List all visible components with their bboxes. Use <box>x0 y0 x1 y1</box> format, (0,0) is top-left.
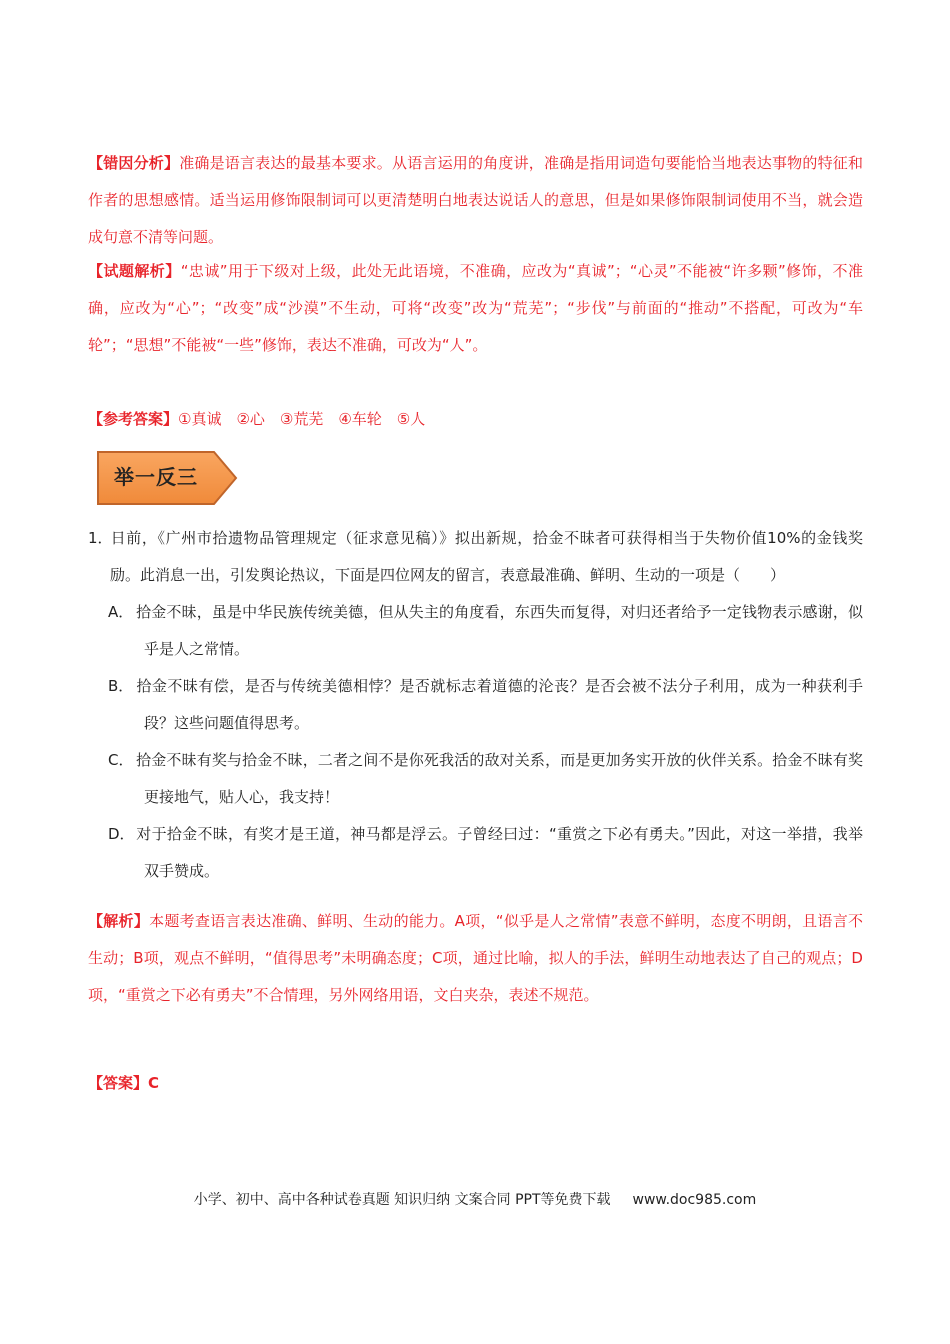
footer-url: www.doc985.com <box>632 1192 757 1208</box>
question-explanation-tag: 【试题解析】 <box>88 262 181 280</box>
reference-answer-text: ①真诚 ②心 ③荒芜 ④车轮 ⑤人 <box>178 410 426 428</box>
option-letter: D． <box>108 825 135 843</box>
option-b <box>108 668 863 742</box>
option-letter: C． <box>108 751 134 769</box>
option-letter: A． <box>108 603 134 621</box>
reference-answer-paragraph <box>88 401 863 438</box>
question-stem-text: 日前，《广州市拾遗物品管理规定（征求意见稿）》拟出新规，拾金不昧者可获得相当于失物价值10%的金钱奖励。此消息一出，引发舆论热议，下面是四位网友的留言，表意最准确、鲜明、生动的一项是（ ） <box>110 529 863 584</box>
page-footer <box>0 1188 950 1212</box>
error-analysis-text: 准确是语言表达的最基本要求。从语言运用的角度讲，准确是指用词造句要能恰当地表达事物的特征和作者的思想感情。适当运用修饰限制词可以更清楚明白地表达说话人的意思，但是如果修饰限制词使用不当，就会造成句意不清等问题。 <box>88 154 863 246</box>
question-number: 1． <box>88 529 113 547</box>
option-text: 对于拾金不昧，有奖才是王道，神马都是浮云。子曾经曰过：“重赏之下必有勇夫。”因此，对这一举措，我举双手赞成。 <box>136 825 863 880</box>
option-text: 拾金不昧有偿，是否与传统美德相悖？是否就标志着道德的沦丧？是否会被不法分子利用，成为一种获利手段？这些问题值得思考。 <box>136 677 863 732</box>
question-explanation-text: “忠诚”用于下级对上级，此处无此语境，不准确，应改为“真诚”；“心灵”不能被“许多颗”修饰，不准确，应改为“心”；“改变”成“沙漠”不生动，可将“改变”改为“荒芜”；“步伐”与前面的“推动”不搭配，可改为“车轮”；“思想”不能被“一些”修饰，表达不准确，可改为“人”。 <box>88 262 863 354</box>
reference-answer-tag: 【参考答案】 <box>88 410 179 428</box>
error-analysis-tag: 【错因分析】 <box>88 154 180 172</box>
option-letter: B． <box>108 677 134 695</box>
option-text: 拾金不昧，虽是中华民族传统美德，但从失主的角度看，东西失而复得，对归还者给予一定钱物表示感谢，似乎是人之常情。 <box>136 603 863 658</box>
footer-text: 小学、初中、高中各种试卷真题 知识归纳 文案合同 PPT等免费下载 <box>193 1192 611 1208</box>
solution-paragraph <box>88 903 863 1014</box>
solution-tag: 【解析】 <box>88 912 150 930</box>
answer-paragraph <box>88 1065 863 1102</box>
section-badge-label: 举一反三 <box>114 465 198 489</box>
option-c <box>108 742 863 816</box>
question-explanation-paragraph <box>88 253 863 364</box>
option-d <box>108 816 863 890</box>
option-list <box>88 594 863 890</box>
answer-text: C <box>148 1074 160 1092</box>
solution-text: 本题考查语言表达准确、鲜明、生动的能力。A项，“似乎是人之常情”表意不鲜明，态度不明朗，且语言不生动；B项，观点不鲜明，“值得思考”未明确态度；C项，通过比喻，拟人的手法，鲜明生动地表达了自己的观点；D项，“重赏之下必有勇夫”不合情理，另外网络用语，文白夹杂，表述不规范。 <box>88 912 863 1004</box>
question-block <box>88 520 863 890</box>
error-analysis-paragraph <box>88 145 863 256</box>
section-badge <box>96 450 238 506</box>
answer-tag: 【答案】 <box>88 1074 149 1092</box>
option-text: 拾金不昧有奖与拾金不昧，二者之间不是你死我活的敌对关系，而是更加务实开放的伙伴关系。拾金不昧有奖更接地气，贴人心，我支持！ <box>136 751 863 806</box>
option-a <box>108 594 863 668</box>
question-stem <box>88 520 863 594</box>
